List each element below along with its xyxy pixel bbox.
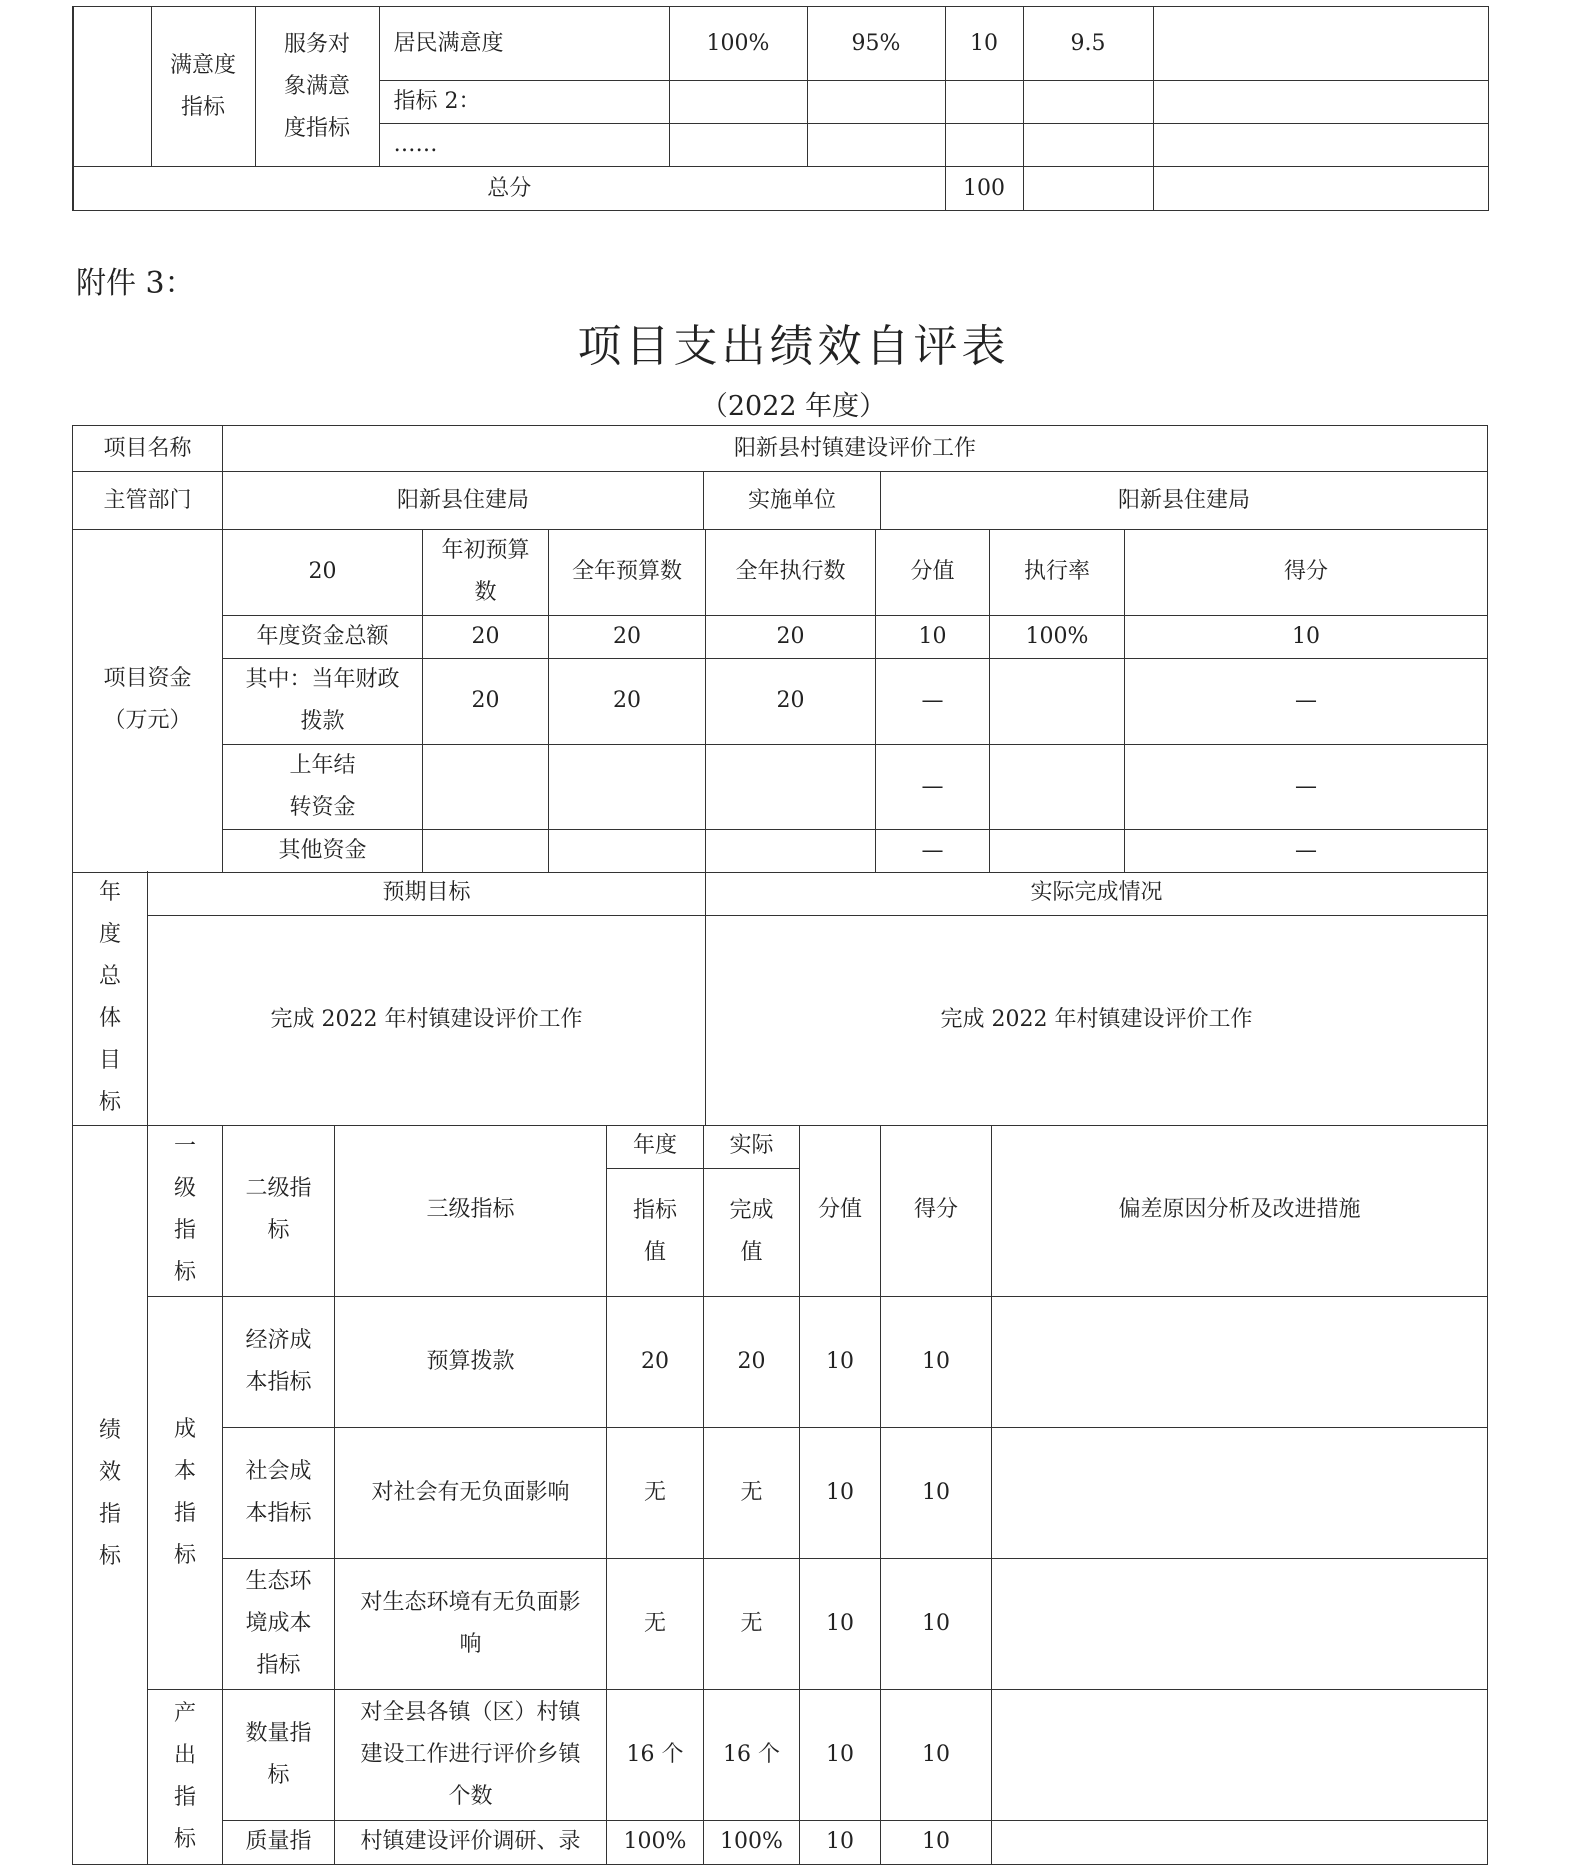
done-cell: 无 xyxy=(704,1558,800,1689)
score-value-cell xyxy=(945,124,1023,167)
funds-header-cell: 年初预算 数 xyxy=(423,529,549,615)
funds-row-label: 上年结 转资金 xyxy=(223,744,423,829)
actual-cell xyxy=(807,124,945,167)
value-header: 分值 xyxy=(800,1125,881,1296)
actual-cell xyxy=(807,81,945,124)
actual-value: 完成 2022 年村镇建设评价工作 xyxy=(706,915,1488,1125)
funds-header-cell: 得分 xyxy=(1125,529,1488,615)
funds-cell xyxy=(423,744,549,829)
target-cell: 20 xyxy=(607,1296,704,1427)
score-cell: 10 xyxy=(881,1296,992,1427)
funds-header-cell: 执行率 xyxy=(990,529,1125,615)
funds-header-cell: 全年预算数 xyxy=(549,529,706,615)
indicator-cell: 居民满意度 xyxy=(379,7,669,81)
done-cell: 20 xyxy=(704,1296,800,1427)
output-label: 产 出 指 标 xyxy=(148,1689,223,1864)
total-value: 100 xyxy=(945,167,1023,211)
funds-cell: — xyxy=(1125,658,1488,744)
remark-cell xyxy=(1153,124,1488,167)
funds-cell: 20 xyxy=(423,658,549,744)
level3-cell: 对全县各镇（区）村镇 建设工作进行评价乡镇 个数 xyxy=(335,1689,607,1820)
funds-header-cell: 20 xyxy=(223,529,423,615)
funds-cell xyxy=(706,744,876,829)
year-header: 年度 xyxy=(607,1125,704,1168)
score-cell: 10 xyxy=(881,1820,992,1864)
blank-cell xyxy=(73,7,151,167)
target-header: 指标 值 xyxy=(607,1168,704,1296)
score-value-cell: 10 xyxy=(945,7,1023,81)
actual-label: 实际完成情况 xyxy=(706,871,1488,915)
done-header: 完成 值 xyxy=(704,1168,800,1296)
dept-value: 阳新县住建局 xyxy=(223,472,704,530)
score-cell xyxy=(1023,124,1153,167)
funds-cell: 10 xyxy=(1125,615,1488,658)
indicator-cell: 指标 2： xyxy=(379,81,669,124)
funds-table xyxy=(72,529,1488,873)
remark-cell xyxy=(1153,7,1488,81)
level2-cell: 社会成 本指标 xyxy=(223,1427,335,1558)
remark-cell xyxy=(992,1427,1488,1558)
remark-cell xyxy=(992,1689,1488,1820)
satisfaction-table xyxy=(72,6,1489,211)
blank-cell xyxy=(1153,167,1488,211)
expected-value: 完成 2022 年村镇建设评价工作 xyxy=(148,915,706,1125)
score-header: 得分 xyxy=(881,1125,992,1296)
impl-value: 阳新县住建局 xyxy=(881,472,1488,530)
done-cell: 16 个 xyxy=(704,1689,800,1820)
target-cell: 100% xyxy=(669,7,807,81)
value-cell: 10 xyxy=(800,1689,881,1820)
score-cell: 10 xyxy=(881,1427,992,1558)
indicator-cell: …… xyxy=(379,124,669,167)
target-cell xyxy=(669,124,807,167)
page-title: 项目支出绩效自评表 xyxy=(577,321,1010,372)
project-name-value: 阳新县村镇建设评价工作 xyxy=(223,426,1488,472)
level2-cell: 经济成 本指标 xyxy=(223,1296,335,1427)
funds-cell xyxy=(549,829,706,872)
target-cell: 无 xyxy=(607,1427,704,1558)
funds-row-label: 其他资金 xyxy=(223,829,423,872)
remark-header: 偏差原因分析及改进措施 xyxy=(992,1125,1488,1296)
remark-cell xyxy=(1153,81,1488,124)
funds-cell xyxy=(990,658,1125,744)
self-evaluation-table xyxy=(72,425,1488,530)
funds-cell: 20 xyxy=(549,658,706,744)
funds-cell: 20 xyxy=(423,615,549,658)
funds-label: 项目资金 （万元） xyxy=(73,529,223,872)
real-header: 实际 xyxy=(704,1125,800,1168)
target-cell xyxy=(669,81,807,124)
value-cell: 10 xyxy=(800,1296,881,1427)
level3-cell: 对社会有无负面影响 xyxy=(335,1427,607,1558)
level2-cell: 质量指 xyxy=(223,1820,335,1864)
level3-cell: 对生态环境有无负面影 响 xyxy=(335,1558,607,1689)
total-label: 总分 xyxy=(73,167,945,211)
funds-cell: 20 xyxy=(706,615,876,658)
value-cell: 10 xyxy=(800,1427,881,1558)
remark-cell xyxy=(992,1296,1488,1427)
level2-header: 二级指 标 xyxy=(223,1125,335,1296)
impl-label: 实施单位 xyxy=(704,472,881,530)
value-cell: 10 xyxy=(800,1558,881,1689)
sub-category-cell: 服务对 象满意 度指标 xyxy=(255,7,379,167)
funds-row-label: 年度资金总额 xyxy=(223,615,423,658)
project-name-label: 项目名称 xyxy=(73,426,223,472)
funds-cell xyxy=(990,829,1125,872)
funds-cell xyxy=(706,829,876,872)
level3-header: 三级指标 xyxy=(335,1125,607,1296)
funds-cell: — xyxy=(876,829,990,872)
remark-cell xyxy=(992,1558,1488,1689)
score-value-cell xyxy=(945,81,1023,124)
performance-table xyxy=(72,1125,1488,1865)
funds-cell: — xyxy=(876,658,990,744)
perf-label: 绩 效 指 标 xyxy=(73,1125,148,1864)
funds-cell: 20 xyxy=(549,615,706,658)
remark-cell xyxy=(992,1820,1488,1864)
funds-header-cell: 全年执行数 xyxy=(706,529,876,615)
level2-cell: 生态环 境成本 指标 xyxy=(223,1558,335,1689)
level3-cell: 预算拨款 xyxy=(335,1296,607,1427)
category-cell: 满意度 指标 xyxy=(151,7,255,167)
level1-header: 一 级 指 标 xyxy=(148,1125,223,1296)
score-cell: 10 xyxy=(881,1689,992,1820)
funds-row-label: 其中：当年财政 拨款 xyxy=(223,658,423,744)
goals-table xyxy=(72,871,1488,1126)
score-cell: 9.5 xyxy=(1023,7,1153,81)
blank-cell xyxy=(1023,167,1153,211)
actual-cell: 95% xyxy=(807,7,945,81)
dept-label: 主管部门 xyxy=(73,472,223,530)
funds-cell: — xyxy=(1125,744,1488,829)
level2-cell: 数量指 标 xyxy=(223,1689,335,1820)
target-cell: 100% xyxy=(607,1820,704,1864)
done-cell: 无 xyxy=(704,1427,800,1558)
funds-cell: 10 xyxy=(876,615,990,658)
score-cell: 10 xyxy=(881,1558,992,1689)
cost-label: 成 本 指 标 xyxy=(148,1296,223,1689)
funds-cell xyxy=(990,744,1125,829)
funds-cell: 100% xyxy=(990,615,1125,658)
funds-cell xyxy=(423,829,549,872)
funds-cell: — xyxy=(1125,829,1488,872)
funds-cell: 20 xyxy=(706,658,876,744)
score-cell xyxy=(1023,81,1153,124)
funds-cell: — xyxy=(876,744,990,829)
goal-label: 年 度 总 体 目 标 xyxy=(73,871,148,1125)
target-cell: 无 xyxy=(607,1558,704,1689)
attachment-label: 附件 3： xyxy=(76,266,195,301)
done-cell: 100% xyxy=(704,1820,800,1864)
level3-cell: 村镇建设评价调研、录 xyxy=(335,1820,607,1864)
target-cell: 16 个 xyxy=(607,1689,704,1820)
expected-label: 预期目标 xyxy=(148,871,706,915)
page-subtitle: （2022 年度） xyxy=(700,391,887,422)
funds-cell xyxy=(549,744,706,829)
value-cell: 10 xyxy=(800,1820,881,1864)
funds-header-cell: 分值 xyxy=(876,529,990,615)
